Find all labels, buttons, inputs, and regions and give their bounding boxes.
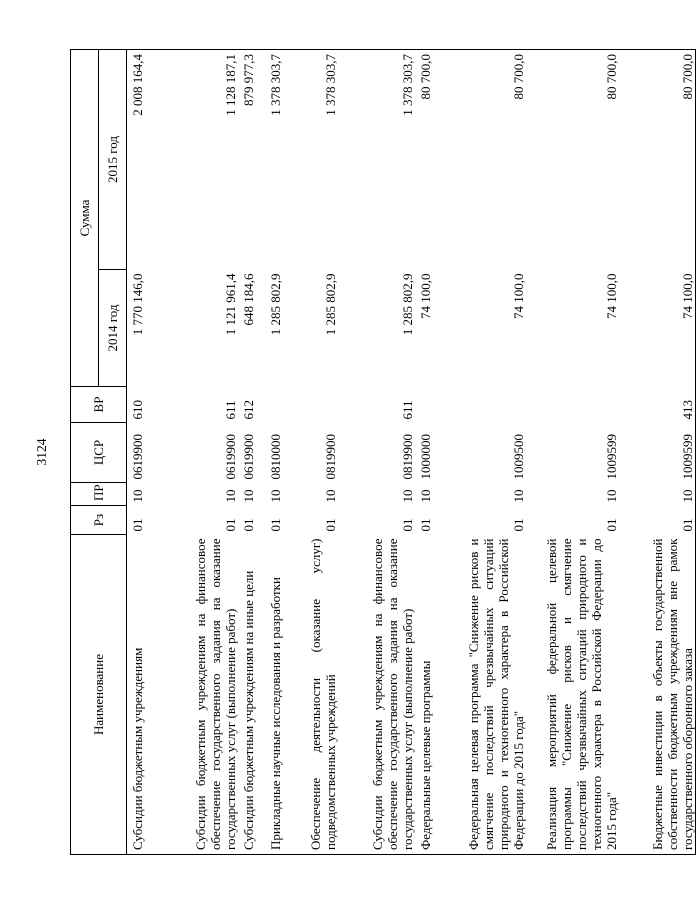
row-name: Федеральная целевая программа "Снижение рисков и смягчение последствий чрезвычайных ситуаций природного и техногенного характера в Российской Федерации до 2015 года" xyxy=(433,535,526,855)
row-pr: 10 xyxy=(222,489,238,503)
table-row xyxy=(256,50,283,855)
row-csr: 1009599 xyxy=(619,423,696,483)
row-name: Субсидии бюджетным учреждениям на финансовое обеспечение государственного задания на оказание государственных услуг (выполнение работ) xyxy=(145,535,238,855)
row-sum-2014: 74 100,0 xyxy=(417,273,433,319)
table-row xyxy=(338,50,415,855)
row-pr: 10 xyxy=(603,489,619,503)
row-rz: 01 xyxy=(619,506,696,535)
table-row xyxy=(433,50,526,855)
table-row xyxy=(238,50,256,855)
row-sum-2014: 1 285 802,9 xyxy=(322,273,338,336)
row-vr xyxy=(415,387,433,423)
row-name: Субсидии бюджетным учреждениям на финансовое обеспечение государственного задания на оказание государственных услуг (выполнение работ) xyxy=(338,535,415,855)
row-pr: 10 xyxy=(129,489,145,503)
header-vr: ВР xyxy=(71,387,127,423)
row-sum-2015: 80 700,0 xyxy=(415,50,433,270)
table-row xyxy=(145,50,238,855)
row-rz: 01 xyxy=(267,518,283,532)
row-sum-2015: 1 378 303,7 xyxy=(283,50,338,270)
row-csr: 0819900 xyxy=(322,434,338,480)
header-rz: Рз xyxy=(71,506,127,535)
row-pr: 10 xyxy=(510,489,526,503)
row-csr: 1009500 xyxy=(510,434,526,480)
row-rz: 01 xyxy=(322,518,338,532)
row-pr: 10 xyxy=(240,489,256,503)
row-sum-2015: 1 128 187,1 xyxy=(145,50,238,270)
row-vr xyxy=(283,387,338,423)
row-name: Прикладные научные исследования и разработки xyxy=(256,535,283,855)
header-year-2014: 2014 год xyxy=(99,270,127,387)
page-number: 3124 xyxy=(34,438,49,466)
row-vr: 610 xyxy=(129,400,145,420)
header-name: Наименование xyxy=(71,535,127,855)
row-vr xyxy=(526,387,619,423)
header-sum: Сумма xyxy=(71,50,99,387)
row-csr: 1000000 xyxy=(417,434,433,480)
row-sum-2014: 648 184,6 xyxy=(240,273,256,326)
row-sum-2015: 80 700,0 xyxy=(619,50,696,270)
row-vr: 611 xyxy=(222,400,238,420)
header-pr: ПР xyxy=(71,483,127,506)
row-name: Субсидии бюджетным учреждениям xyxy=(127,535,145,855)
row-sum-2014: 74 100,0 xyxy=(603,273,619,319)
row-sum-2015: 80 700,0 xyxy=(526,50,619,270)
row-pr: 10 xyxy=(322,489,338,503)
row-sum-2014: 74 100,0 xyxy=(510,273,526,319)
row-pr: 10 xyxy=(417,489,433,503)
budget-table xyxy=(70,49,696,855)
row-vr xyxy=(433,387,526,423)
row-sum-2014: 1 285 802,9 xyxy=(267,273,283,336)
row-sum-2014: 1 770 146,0 xyxy=(129,273,145,336)
row-name: Обеспечение деятельности (оказание услуг) подведомственных учреждений xyxy=(283,535,338,855)
row-pr: 10 xyxy=(267,489,283,503)
row-rz: 01 xyxy=(510,518,526,532)
row-name: Федеральные целевые программы xyxy=(415,535,433,855)
row-sum-2015: 2 008 164,4 xyxy=(127,50,145,270)
row-sum-2015: 1 378 303,7 xyxy=(256,50,283,270)
row-rz: 01 xyxy=(399,518,415,532)
row-sum-2014: 74 100,0 xyxy=(619,270,696,387)
table-row xyxy=(127,50,145,855)
row-csr: 0819900 xyxy=(399,434,415,480)
row-csr: 0619900 xyxy=(240,434,256,480)
row-vr xyxy=(256,387,283,423)
row-vr: 611 xyxy=(399,400,415,420)
row-name: Реализация мероприятий федеральной целевой программы "Снижение рисков и смягчение последствий чрезвычайных ситуаций природного и техногенного характера в Российской Федерации до 2015 года" xyxy=(526,535,619,855)
row-sum-2015: 879 977,3 xyxy=(238,50,256,270)
table-row xyxy=(283,50,338,855)
row-vr: 612 xyxy=(240,400,256,420)
row-csr: 0810000 xyxy=(267,434,283,480)
row-sum-2014: 1 121 961,4 xyxy=(222,273,238,336)
row-name: Субсидии бюджетным учреждениям на иные цели xyxy=(238,535,256,855)
budget-table-rotated xyxy=(70,50,695,855)
row-csr: 0619900 xyxy=(129,434,145,480)
row-rz: 01 xyxy=(129,518,145,532)
row-pr: 10 xyxy=(619,483,696,506)
row-name: Бюджетные инвестиции в объекты государственной собственности бюджетным учреждениям вне рамок государственного оборонного заказа xyxy=(619,535,696,855)
table-row xyxy=(415,50,433,855)
row-rz: 01 xyxy=(417,518,433,532)
row-rz: 01 xyxy=(240,518,256,532)
row-pr: 10 xyxy=(399,489,415,503)
row-csr: 1009599 xyxy=(603,434,619,480)
table-row xyxy=(526,50,619,855)
row-sum-2015: 80 700,0 xyxy=(433,50,526,270)
header-year-2015: 2015 год xyxy=(99,50,127,270)
row-rz: 01 xyxy=(222,518,238,532)
row-rz: 01 xyxy=(603,518,619,532)
table-row xyxy=(619,50,696,855)
row-sum-2015: 1 378 303,7 xyxy=(338,50,415,270)
row-csr: 0619900 xyxy=(222,434,238,480)
header-csr: ЦСР xyxy=(71,423,127,483)
row-sum-2014: 1 285 802,9 xyxy=(399,273,415,336)
row-vr: 413 xyxy=(619,387,696,423)
